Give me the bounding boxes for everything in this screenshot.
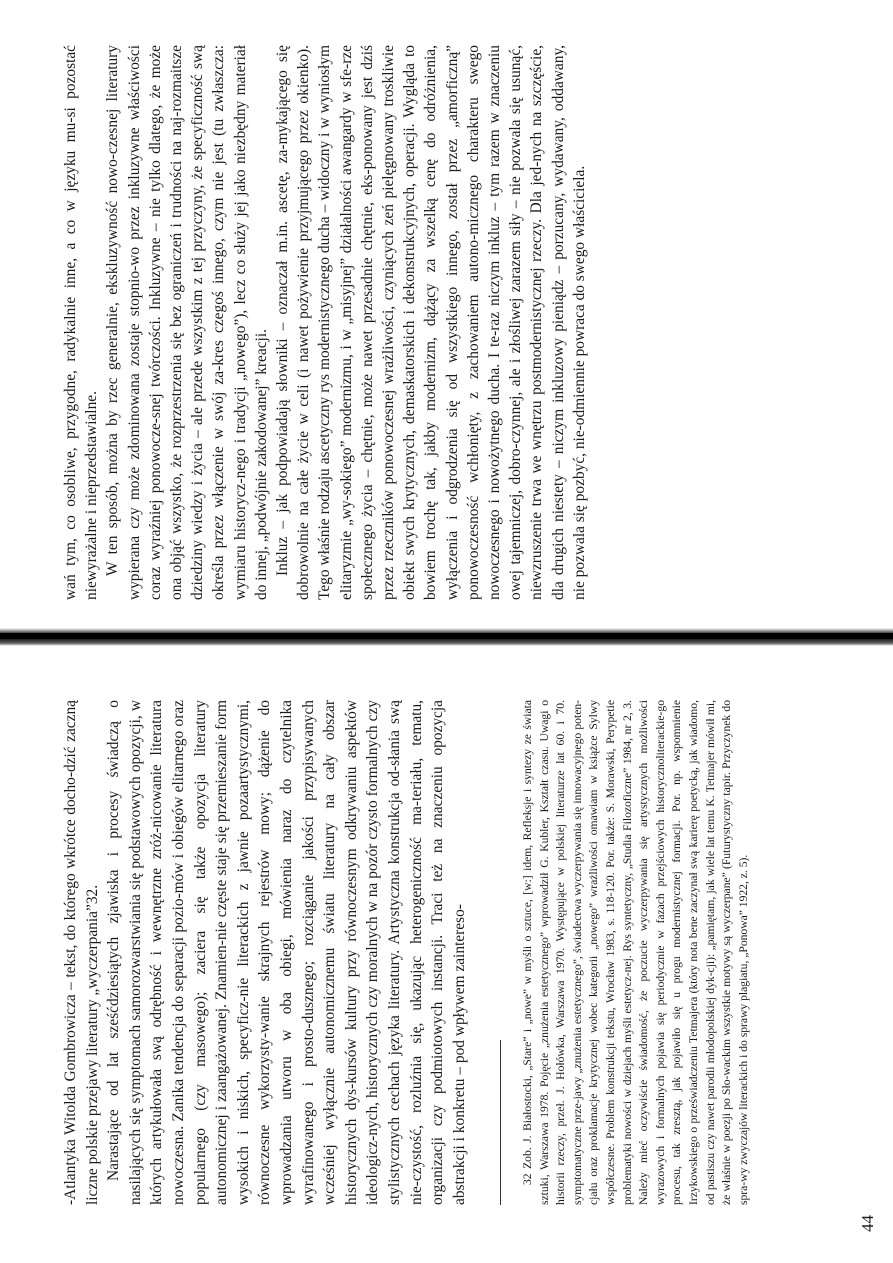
book-gutter-shadow (0, 628, 893, 646)
footnote-text: 32 Zob. J. Białostocki, „Stare” i „nowe” w myśli o sztuce, [w:] idem, Refleksje i syntezy ze świata sztuki, Warszawa 1978. Pojęcie „znużenia estetycznego” wprowadził G. Kubler, Kształt czasu. Uwagi o historii rzeczy, przeł. J. Hołówka, Warszawa 1970. Występujące w polskiej literaturze lat 60. i 70. symptomatyczne prze-jawy „znużenia estetycznego”, świadectwa wyczerpywania się innowacyjnego poten-cjału oraz proklamacje krytycznej wobec kategorii „nowego” wrażliwości omawiam w książce Sylwy współczesne. Problem konstrukcji tekstu, Wrocław 1983, s. 118-120. Por. także: S. Morawski, Perypetie problematyki nowości w dziejach myśli estetycz-nej. Rys syntetyczny, „Studia Filozoficzne” 1984, nr 2, 3. Należy mieć oczywiście świadomość, że poczucie wyczerpywania się artystycznych możliwości wyrazowych i formalnych pojawia się periodycznie w fazach przejściowych historycznoliterackie-go procesu, tak zresztą, jak pojawiło się u progu modernistycznej formacji. Por. np. wspomnienie Irzykowskiego o przeświadczeniu Tetmajera (który nota bene zaczynał swą karierę poetycką, jak wiadomo, od pastiszu czy nawet parodii młodopolskiej dyk-cji): „pamiętam, jak wiele lat temu K. Tetmajer mówił mi, że właśnie w poezji po Sło-wackim wszystkie motywy są wyczerpane” (Futurystyczny tapir. Przyczynek do spra-wy zwyczajów literackich i do sprawy plagiatu, „Ponowa” 1922, z. 5). (521, 700, 750, 1205)
right-page-paragraph: W ten sposób, można by rzec generalnie, ekskluzywność nowo-czesnej literatury wypierana czy może zdominowana zostaje stopnio-wo przez inkluzywne właściwości coraz wyraźniej ponowocze-snej twórczości. Inkluzywne – nie tylko dlatego, że może ona objąć wszystko, że rozprzestrzenia się bez ograniczeń i trudności na naj-rozmaitsze dziedziny wiedzy i życia – ale przede wszystkim z tej przyczyny, że specyficzność swą określa przez włączenie w swój za-kres czegoś innego, czym nie jest (tu zwłaszcza: wymiaru historycz-nego i tradycji „nowego”), lecz co służy jej jako niezbędny materiał do innej, „podwójnie zakodowanej” kreacji. (104, 45, 270, 600)
footnote-rule (500, 1040, 501, 1205)
footnote (520, 700, 850, 1205)
right-page-paragraph: Inkluz – jak podpowiadają słowniki – oznaczał m.in. ascetę, za-mykającego się dobrowolnie na całe życie w celi (i nawet pożywienie przyjmującego przez okienko). Tego właśnie rodzaju ascetyczny rys modernistycznego ducha – widoczny i w wyniosłym elitaryzmie „wy-sokiego” modernizmu, i w „misyjnej” działalności awangardy w sfe-rze społecznego życia – chętnie, może nawet przesadnie chętnie, eks-ponowany jest dziś przez rzeczników ponowoczesnej wrażliwości, czyniących zeń pielęgnowany troskliwie obiekt swych krytycznych, demaskatorskich i dekonstrukcyjnych, operacji. Wygląda to bowiem trochę tak, jakby modernizm, dążący za wszelką cenę do odróżnienia, wyłączenia i odgrodzenia się od wszystkiego innego, został przez „amorficzną” ponowoczesność wchłonięty, z zachowaniem autono-micznego charakteru swego nowoczesnego i nowożytnego ducha. I te-raz niczym inkluz – tym razem w znaczeniu owej tajemniczej, dobro-czynnej, ale i złośliwej zarazem siły – nie pozwala się usunąć, niewzruszenie trwa we wnętrzu postmodernistycznej rzeczy. Dla jed-nych na szczęście, dla drugich niestety – niczym inkluzowy pieniądz – porzucany, wydawany, oddawany, nie pozwala się pozbyć, nie-odmiennie powraca do swego właściciela. (274, 45, 588, 600)
left-page-paragraph: Narastające od lat sześćdziesiątych zjawiska i procesy świadczą o nasilających się symptomach samorozwarstwiania się podstawowych opozycji, w których artykułowała swą odrębność i wewnętrzne zróż-nicowanie literatura nowoczesna. Zanika tendencja do separacji pozio-mów i obiegów elitarnego oraz popularnego (czy masowego); zaciera się także opozycja literatury autonomicznej i zaangażowanej. Znamien-nie częste staje się przemieszanie form wysokich i niskich, specyficz-nie literackich z jawnie pozaartystycznymi, równoczesne wykorzysty-wanie skrajnych rejestrów mowy; dążenie do wprowadzania utworu w oba obiegi, mówienia naraz do czytelnika wyrafinowanego i prosto-dusznego; rozciąganie jakości przypisywanych wcześniej wyłącznie autonomicznemu światu literatury na cały obszar historycznych dys-kursów kultury przy równoczesnym odkrywaniu aspektów ideologicz-nych, historycznych czy moralnych w na pozór czysto formalnych czy stylistycznych cechach języka literatury. Artystyczna konstrukcja od-słania swą nie-czystość, rozluźnia się, ukazując heterogeniczność ma-teriału, tematu, organizacji czy podmiotowych instancji. Traci też na znaczeniu opozycja abstrakcji i konkretu – pod wpływem zaintereso- (105, 700, 468, 1205)
left-page-body-text (60, 700, 485, 1205)
right-page-body-text (60, 45, 700, 600)
page-number: 44 (858, 1215, 877, 1232)
right-page-paragraph: wań tym, co osobliwe, przygodne, radykalnie inne, a co w języku mu-si pozostać niewyrażalne i nieprzedstawialne. (62, 45, 101, 600)
left-page-paragraph: -Atlantyka Witolda Gombrowicza – tekst, do którego wkrótce docho-dzić zaczną liczne polskie przejawy literatury „wyczerpania”32. (62, 700, 101, 1205)
